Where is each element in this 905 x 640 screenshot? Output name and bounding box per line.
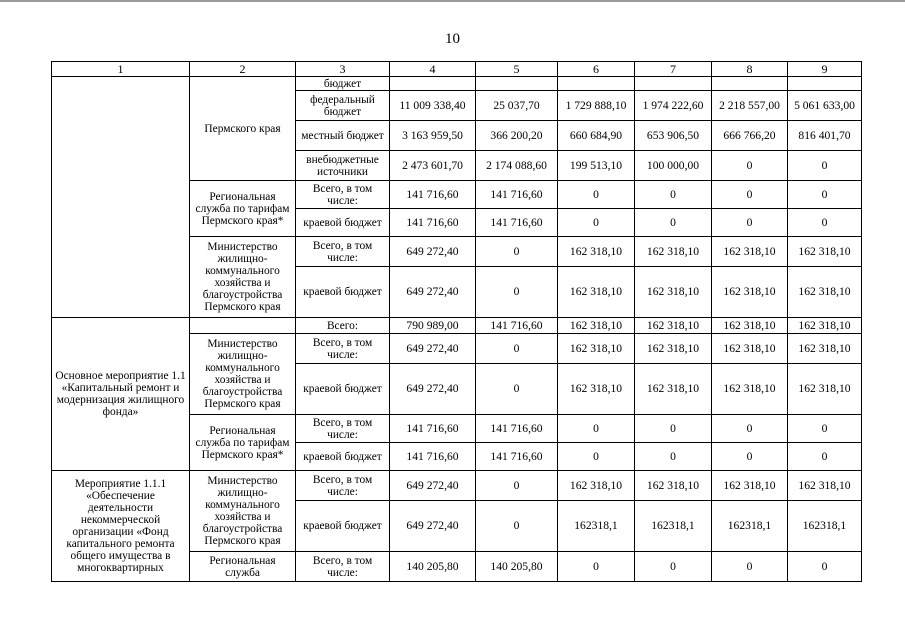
value-cell: 162318,1 [558, 501, 635, 552]
value-cell: 162 318,10 [558, 364, 635, 415]
table-row [52, 471, 862, 501]
funding-source-cell: Всего, в том числе: [296, 415, 390, 443]
funding-source-cell: краевой бюджет [296, 267, 390, 318]
value-cell: 162 318,10 [635, 334, 712, 364]
value-cell: 653 906,50 [635, 121, 712, 151]
value-cell: 0 [635, 415, 712, 443]
value-cell: 162318,1 [712, 501, 788, 552]
value-cell: 0 [635, 552, 712, 582]
value-cell: 162 318,10 [558, 318, 635, 334]
value-cell: 162 318,10 [712, 471, 788, 501]
value-cell: 0 [476, 267, 558, 318]
value-cell: 162 318,10 [712, 318, 788, 334]
table-header-row [52, 62, 862, 77]
table-row [52, 318, 862, 334]
value-cell: 0 [635, 181, 712, 209]
value-cell: 2 174 088,60 [476, 151, 558, 181]
funding-source-cell: местный бюджет [296, 121, 390, 151]
funding-source-cell: краевой бюджет [296, 209, 390, 237]
value-cell: 5 061 633,00 [788, 91, 862, 121]
value-cell: 141 716,60 [390, 209, 476, 237]
value-cell: 649 272,40 [390, 237, 476, 267]
value-cell: 162 318,10 [712, 364, 788, 415]
table-row [52, 77, 862, 91]
value-cell: 162 318,10 [558, 267, 635, 318]
executor-cell: Министерство жилищно-коммунального хозяйства и благоустройства Пермского края [190, 237, 296, 318]
value-cell: 162 318,10 [788, 364, 862, 415]
value-cell: 141 716,60 [390, 415, 476, 443]
value-cell: 1 729 888,10 [558, 91, 635, 121]
value-cell: 0 [558, 552, 635, 582]
value-cell: 0 [788, 151, 862, 181]
value-cell: 11 009 338,40 [390, 91, 476, 121]
value-cell: 0 [712, 151, 788, 181]
activity-cell: Основное мероприятие 1.1 «Капитальный ремонт и модернизация жилищного фонда» [52, 318, 190, 471]
value-cell: 141 716,60 [476, 415, 558, 443]
funding-source-cell: бюджет [296, 77, 390, 91]
column-number: 5 [476, 62, 558, 77]
value-cell: 649 272,40 [390, 334, 476, 364]
activity-cell: Мероприятие 1.1.1 «Обеспечение деятельности некоммерческой организации «Фонд капитального ремонта общего имущества в многоквартирных [52, 471, 190, 582]
value-cell: 162 318,10 [788, 237, 862, 267]
value-cell: 0 [476, 334, 558, 364]
funding-source-cell: краевой бюджет [296, 364, 390, 415]
value-cell: 140 205,80 [390, 552, 476, 582]
value-cell: 162318,1 [788, 501, 862, 552]
value-cell: 3 163 959,50 [390, 121, 476, 151]
value-cell: 660 684,90 [558, 121, 635, 151]
column-number: 7 [635, 62, 712, 77]
value-cell: 2 218 557,00 [712, 91, 788, 121]
executor-cell [190, 318, 296, 334]
executor-cell: Региональная служба по тарифам Пермского края* [190, 415, 296, 471]
value-cell: 0 [788, 415, 862, 443]
funding-source-cell: краевой бюджет [296, 443, 390, 471]
funding-source-cell: внебюджетные источники [296, 151, 390, 181]
page-number: 10 [445, 31, 460, 47]
value-cell: 0 [712, 209, 788, 237]
value-cell: 0 [476, 237, 558, 267]
column-number: 2 [190, 62, 296, 77]
funding-source-cell: Всего: [296, 318, 390, 334]
value-cell: 649 272,40 [390, 267, 476, 318]
value-cell: 666 766,20 [712, 121, 788, 151]
value-cell: 162 318,10 [788, 318, 862, 334]
value-cell: 0 [788, 443, 862, 471]
funding-source-cell: Всего, в том числе: [296, 237, 390, 267]
column-number: 3 [296, 62, 390, 77]
value-cell: 100 000,00 [635, 151, 712, 181]
value-cell: 141 716,60 [390, 181, 476, 209]
value-cell: 25 037,70 [476, 91, 558, 121]
executor-cell: Региональная служба по тарифам Пермского края* [190, 181, 296, 237]
value-cell: 162 318,10 [788, 334, 862, 364]
value-cell: 0 [558, 209, 635, 237]
executor-cell: Пермского края [190, 77, 296, 181]
value-cell: 162 318,10 [712, 334, 788, 364]
value-cell: 199 513,10 [558, 151, 635, 181]
value-cell: 162 318,10 [635, 267, 712, 318]
value-cell: 790 989,00 [390, 318, 476, 334]
value-cell: 141 716,60 [476, 318, 558, 334]
value-cell: 0 [712, 443, 788, 471]
funding-source-cell: краевой бюджет [296, 501, 390, 552]
value-cell: 141 716,60 [476, 443, 558, 471]
value-cell: 0 [476, 471, 558, 501]
value-cell: 162 318,10 [788, 267, 862, 318]
value-cell: 649 272,40 [390, 471, 476, 501]
budget-table [51, 61, 862, 582]
value-cell: 141 716,60 [476, 209, 558, 237]
value-cell: 140 205,80 [476, 552, 558, 582]
value-cell: 162 318,10 [635, 364, 712, 415]
value-cell: 0 [476, 501, 558, 552]
value-cell: 0 [712, 181, 788, 209]
funding-source-cell: Всего, в том числе: [296, 181, 390, 209]
activity-cell [52, 77, 190, 318]
column-number: 8 [712, 62, 788, 77]
column-number: 9 [788, 62, 862, 77]
value-cell: 816 401,70 [788, 121, 862, 151]
funding-source-cell: Всего, в том числе: [296, 471, 390, 501]
value-cell: 0 [712, 415, 788, 443]
value-cell: 162318,1 [635, 501, 712, 552]
value-cell: 2 473 601,70 [390, 151, 476, 181]
funding-source-cell: Всего, в том числе: [296, 552, 390, 582]
column-number: 4 [390, 62, 476, 77]
executor-cell: Министерство жилищно-коммунального хозяйства и благоустройства Пермского края [190, 471, 296, 552]
column-number: 1 [52, 62, 190, 77]
value-cell: 649 272,40 [390, 364, 476, 415]
value-cell: 0 [788, 209, 862, 237]
page-top-rule [0, 0, 905, 2]
value-cell: 0 [712, 552, 788, 582]
value-cell: 162 318,10 [788, 471, 862, 501]
value-cell: 0 [635, 209, 712, 237]
column-number: 6 [558, 62, 635, 77]
value-cell: 162 318,10 [712, 237, 788, 267]
executor-cell: Региональная служба [190, 552, 296, 582]
value-cell: 141 716,60 [476, 181, 558, 209]
value-cell: 162 318,10 [635, 318, 712, 334]
value-cell: 0 [788, 552, 862, 582]
value-cell: 0 [558, 181, 635, 209]
value-cell: 0 [788, 181, 862, 209]
value-cell: 162 318,10 [558, 237, 635, 267]
value-cell: 162 318,10 [558, 471, 635, 501]
executor-cell: Министерство жилищно-коммунального хозяйства и благоустройства Пермского края [190, 334, 296, 415]
funding-source-cell: федеральный бюджет [296, 91, 390, 121]
value-cell: 0 [476, 364, 558, 415]
value-cell: 141 716,60 [390, 443, 476, 471]
value-cell: 366 200,20 [476, 121, 558, 151]
funding-source-cell: Всего, в том числе: [296, 334, 390, 364]
value-cell: 162 318,10 [635, 471, 712, 501]
value-cell: 649 272,40 [390, 501, 476, 552]
value-cell: 1 974 222,60 [635, 91, 712, 121]
value-cell: 0 [635, 443, 712, 471]
value-cell: 0 [558, 415, 635, 443]
value-cell: 162 318,10 [635, 237, 712, 267]
value-cell: 162 318,10 [712, 267, 788, 318]
value-cell: 0 [558, 443, 635, 471]
value-cell: 162 318,10 [558, 334, 635, 364]
